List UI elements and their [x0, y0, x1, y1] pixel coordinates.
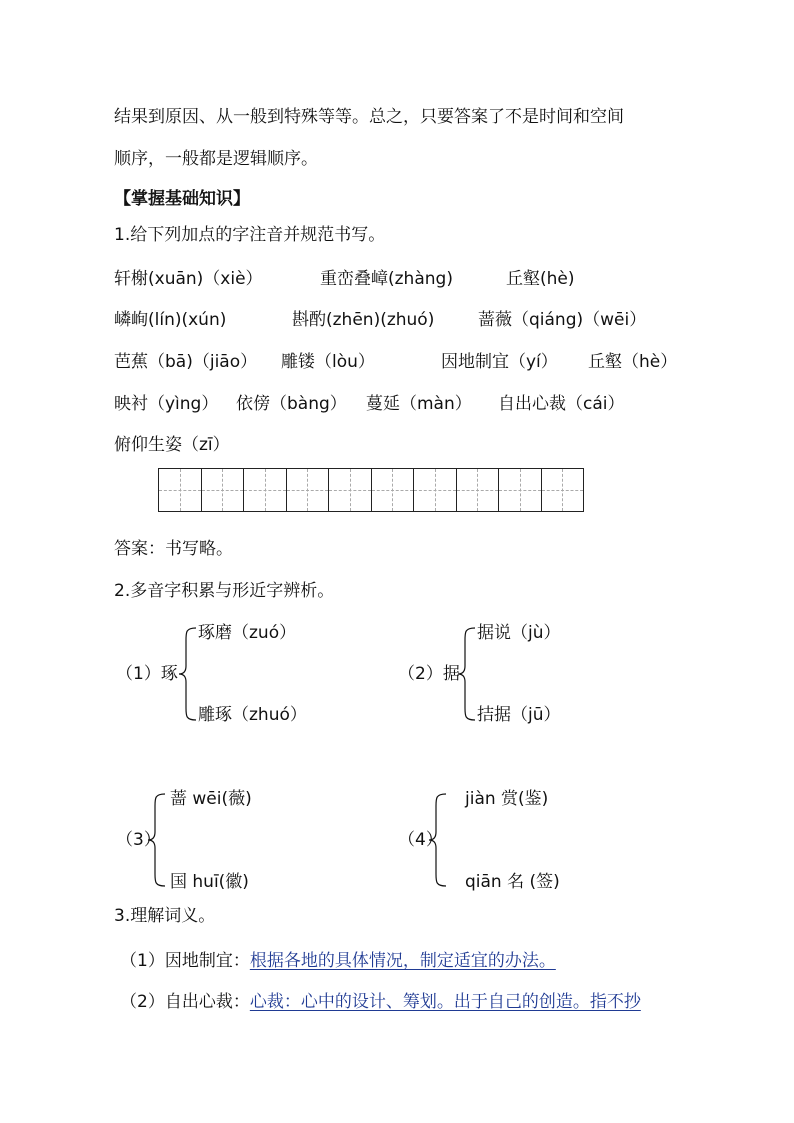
group-bottom: qiān 名 (签) — [465, 872, 560, 892]
q1-word: 雕镂（lòu） — [281, 352, 375, 372]
q3-meaning: 心裁：心中的设计、筹划。出于自己的创造。指不抄 — [249, 992, 641, 1012]
brace-icon — [457, 626, 479, 722]
group-top: 琢磨（zuó） — [198, 623, 297, 643]
brace-icon — [178, 626, 200, 722]
q1-word: 映衬（yìng） — [114, 394, 219, 414]
group-label: （3） — [116, 830, 161, 850]
group-label: （1）琢 — [116, 664, 178, 684]
group-top: jiàn 赏(鉴) — [465, 789, 549, 809]
brace-icon — [147, 792, 169, 888]
q1-word: 蔓延（màn） — [366, 394, 472, 414]
q1-title: 1.给下列加点的字注音并规范书写。 — [114, 225, 386, 245]
group-bottom: 雕琢（zhuó） — [198, 705, 307, 725]
group-top: 蔷 wēi(薇) — [170, 789, 252, 809]
q1-word: 嶙峋(lín)(xún) — [114, 310, 227, 330]
q1-word: 依傍（bàng） — [236, 394, 347, 414]
q1-word: 丘壑（hè） — [588, 352, 678, 372]
q3-item — [120, 950, 556, 972]
q1-word: 斟酌(zhēn)(zhuó) — [292, 310, 435, 330]
group-top: 据说（jù） — [477, 623, 561, 643]
q1-answer: 答案：书写略。 — [114, 539, 233, 559]
q1-word: 轩榭(xuān)（xiè） — [114, 269, 263, 289]
q3-title: 3.理解词义。 — [114, 906, 216, 926]
intro-line-1: 结果到原因、从一般到特殊等等。总之，只要答案了不是时间和空间 — [114, 107, 624, 127]
intro-line-2: 顺序，一般都是逻辑顺序。 — [114, 149, 318, 169]
group-bottom: 国 huī(徽) — [170, 872, 249, 892]
writing-grid — [158, 468, 584, 512]
group-label: （4） — [398, 830, 443, 850]
q3-term: （2）自出心裁： — [120, 992, 250, 1012]
q1-word: 丘壑(hè) — [506, 269, 575, 289]
q1-word: 蔷薇（qiáng)（wēi） — [478, 310, 647, 330]
q1-word: 重峦叠嶂(zhàng) — [320, 269, 453, 289]
q3-item — [120, 991, 641, 1013]
section-title: 【掌握基础知识】 — [114, 189, 250, 209]
group-bottom: 拮据（jū） — [477, 705, 561, 725]
q2-title: 2.多音字积累与形近字辨析。 — [114, 581, 335, 601]
q3-meaning: 根据各地的具体情况，制定适宜的办法。 — [249, 951, 556, 971]
q1-word: 俯仰生姿（zī） — [114, 435, 230, 455]
q3-term: （1）因地制宜： — [120, 951, 250, 971]
q1-word: 自出心裁（cái） — [498, 394, 625, 414]
q1-word: 芭蕉（bā)（jiāo） — [114, 352, 258, 372]
group-label: （2）据 — [398, 664, 460, 684]
brace-icon — [428, 792, 450, 888]
q1-word: 因地制宜（yí） — [441, 352, 558, 372]
